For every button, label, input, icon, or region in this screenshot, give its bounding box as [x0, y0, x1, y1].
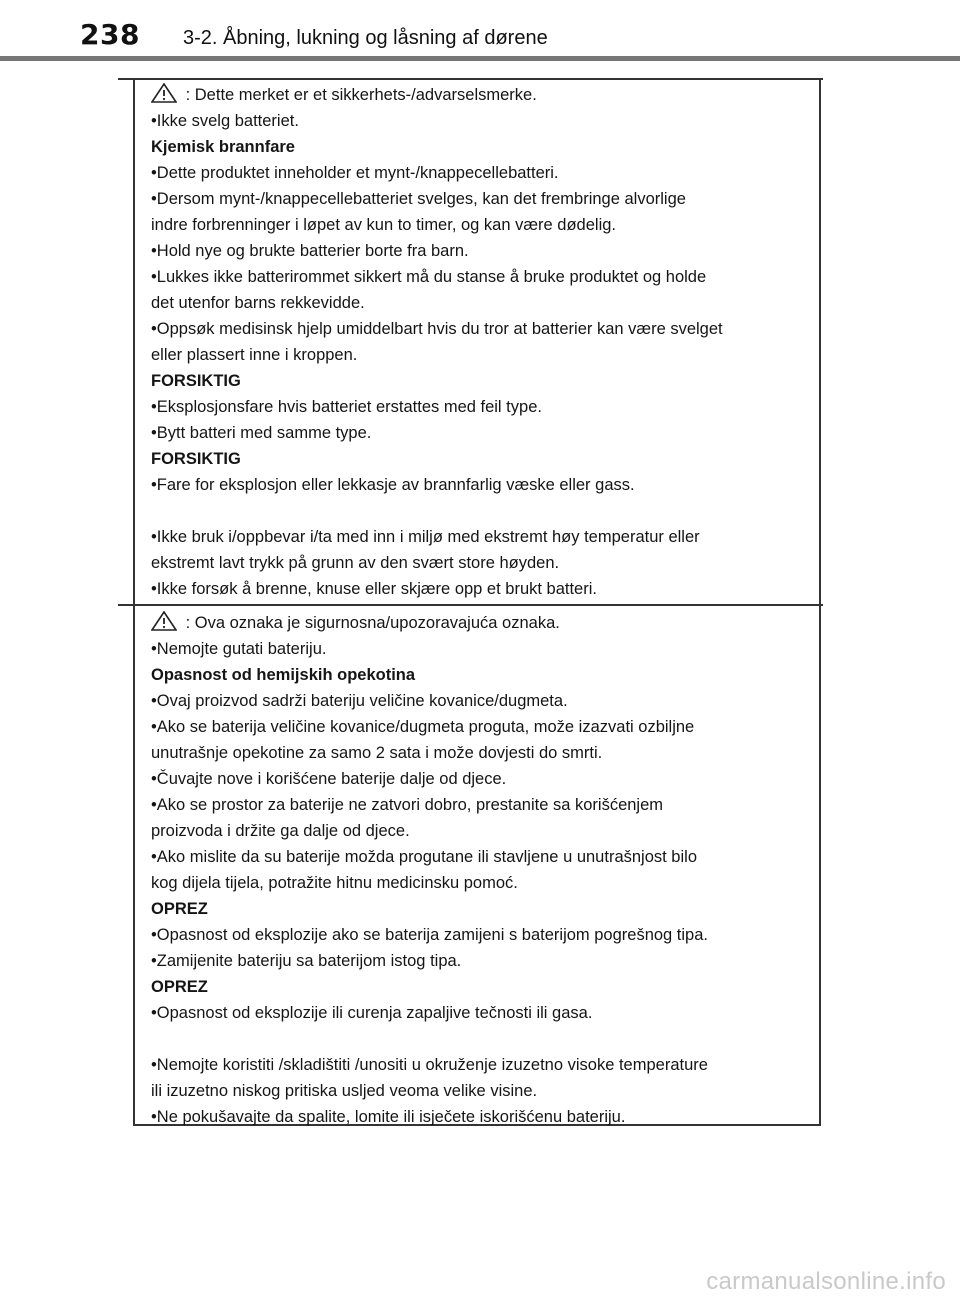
warning-triangle-icon	[151, 611, 177, 631]
section-heading: OPREZ	[151, 978, 208, 996]
text-line: •Ovaj proizvod sadrži bateriju veličine kovanice/dugmeta.	[151, 692, 568, 710]
page-number: 238	[80, 18, 140, 51]
text-line: •Dersom mynt-/knappecellebatteriet svelges, kan det frembringe alvorlige	[151, 190, 686, 208]
section-heading: OPREZ	[151, 900, 208, 918]
watermark-brand: carmanualsonline.info	[706, 1268, 946, 1295]
warning-label: : Ova oznaka je sigurnosna/upozoravajuća oznaka.	[185, 614, 560, 632]
section-heading: Kjemisk brannfare	[151, 138, 295, 156]
text-line: ekstremt lavt trykk på grunn av den svært store høyden.	[151, 554, 560, 572]
text-line: •Ako se prostor za baterije ne zatvori dobro, prestanite sa korišćenjem	[151, 796, 664, 814]
croatian-warning-box	[133, 604, 821, 1126]
text-line: •Opasnost od eksplozije ili curenja zapaljive tečnosti ili gasa.	[151, 1004, 593, 1022]
text-line: •Lukkes ikke batterirommet sikkert må du stanse å bruke produktet og holde	[151, 268, 707, 286]
text-line: •Ikke svelg batteriet.	[151, 112, 299, 130]
text-line: •Ne pokušavajte da spalite, lomite ili isječete iskorišćenu bateriju.	[151, 1108, 626, 1126]
text-line: •Zamijenite bateriju sa baterijom istog tipa.	[151, 952, 462, 970]
norwegian-text-list	[151, 108, 819, 602]
text-line: •Čuvajte nove i korišćene baterije dalje od djece.	[151, 770, 507, 788]
page-header	[0, 0, 960, 62]
text-line: eller plassert inne i kroppen.	[151, 346, 358, 364]
text-line: •Ikke bruk i/oppbevar i/ta med inn i miljø med ekstremt høy temperatur eller	[151, 528, 700, 546]
text-line: •Dette produktet inneholder et mynt-/knappecellebatteri.	[151, 164, 559, 182]
text-line: •Ako se baterija veličine kovanice/dugmeta proguta, može izazvati ozbiljne	[151, 718, 695, 736]
section-heading: FORSIKTIG	[151, 372, 241, 390]
header-divider	[0, 56, 960, 61]
text-line: •Ako mislite da su baterije možda progutane ili stavljene u unutrašnjost bilo	[151, 848, 697, 866]
warning-label-row	[151, 610, 819, 636]
text-line	[151, 498, 819, 524]
text-line: •Opasnost od eksplozije ako se baterija zamijeni s baterijom pogrešnog tipa.	[151, 926, 708, 944]
text-line: •Oppsøk medisinsk hjelp umiddelbart hvis du tror at batterier kan være svelget	[151, 320, 723, 338]
text-line: kog dijela tijela, potražite hitnu medicinsku pomoć.	[151, 874, 518, 892]
text-line: unutrašnje opekotine za samo 2 sata i može dovjesti do smrti.	[151, 744, 603, 762]
text-line: •Eksplosjonsfare hvis batteriet erstattes med feil type.	[151, 398, 542, 416]
text-line: •Nemojte gutati bateriju.	[151, 640, 327, 658]
warning-triangle-icon	[151, 83, 177, 103]
norwegian-warning-box	[133, 78, 821, 604]
text-line: •Fare for eksplosjon eller lekkasje av brannfarlig væske eller gass.	[151, 476, 635, 494]
text-line: •Nemojte koristiti /skladištiti /unositi u okruženje izuzetno visoke temperature	[151, 1056, 708, 1074]
croatian-text-list	[151, 636, 819, 1130]
text-line: indre forbrenninger i løpet av kun to timer, og kan være dødelig.	[151, 216, 616, 234]
text-line	[151, 1026, 819, 1052]
section-heading: Opasnost od hemijskih opekotina	[151, 666, 416, 684]
warning-label: : Dette merket er et sikkerhets-/advarselsmerke.	[185, 86, 537, 104]
text-line: •Ikke forsøk å brenne, knuse eller skjære opp et brukt batteri.	[151, 580, 597, 598]
text-line: proizvoda i držite ga dalje od djece.	[151, 822, 410, 840]
text-line: det utenfor barns rekkevidde.	[151, 294, 365, 312]
section-heading: FORSIKTIG	[151, 450, 241, 468]
warning-label-row	[151, 82, 819, 108]
text-line: ili izuzetno niskog pritiska usljed veoma velike visine.	[151, 1082, 538, 1100]
text-line: •Hold nye og brukte batterier borte fra barn.	[151, 242, 469, 260]
text-line: •Bytt batteri med samme type.	[151, 424, 372, 442]
section-title: 3-2. Åbning, lukning og låsning af dørene	[183, 27, 548, 49]
